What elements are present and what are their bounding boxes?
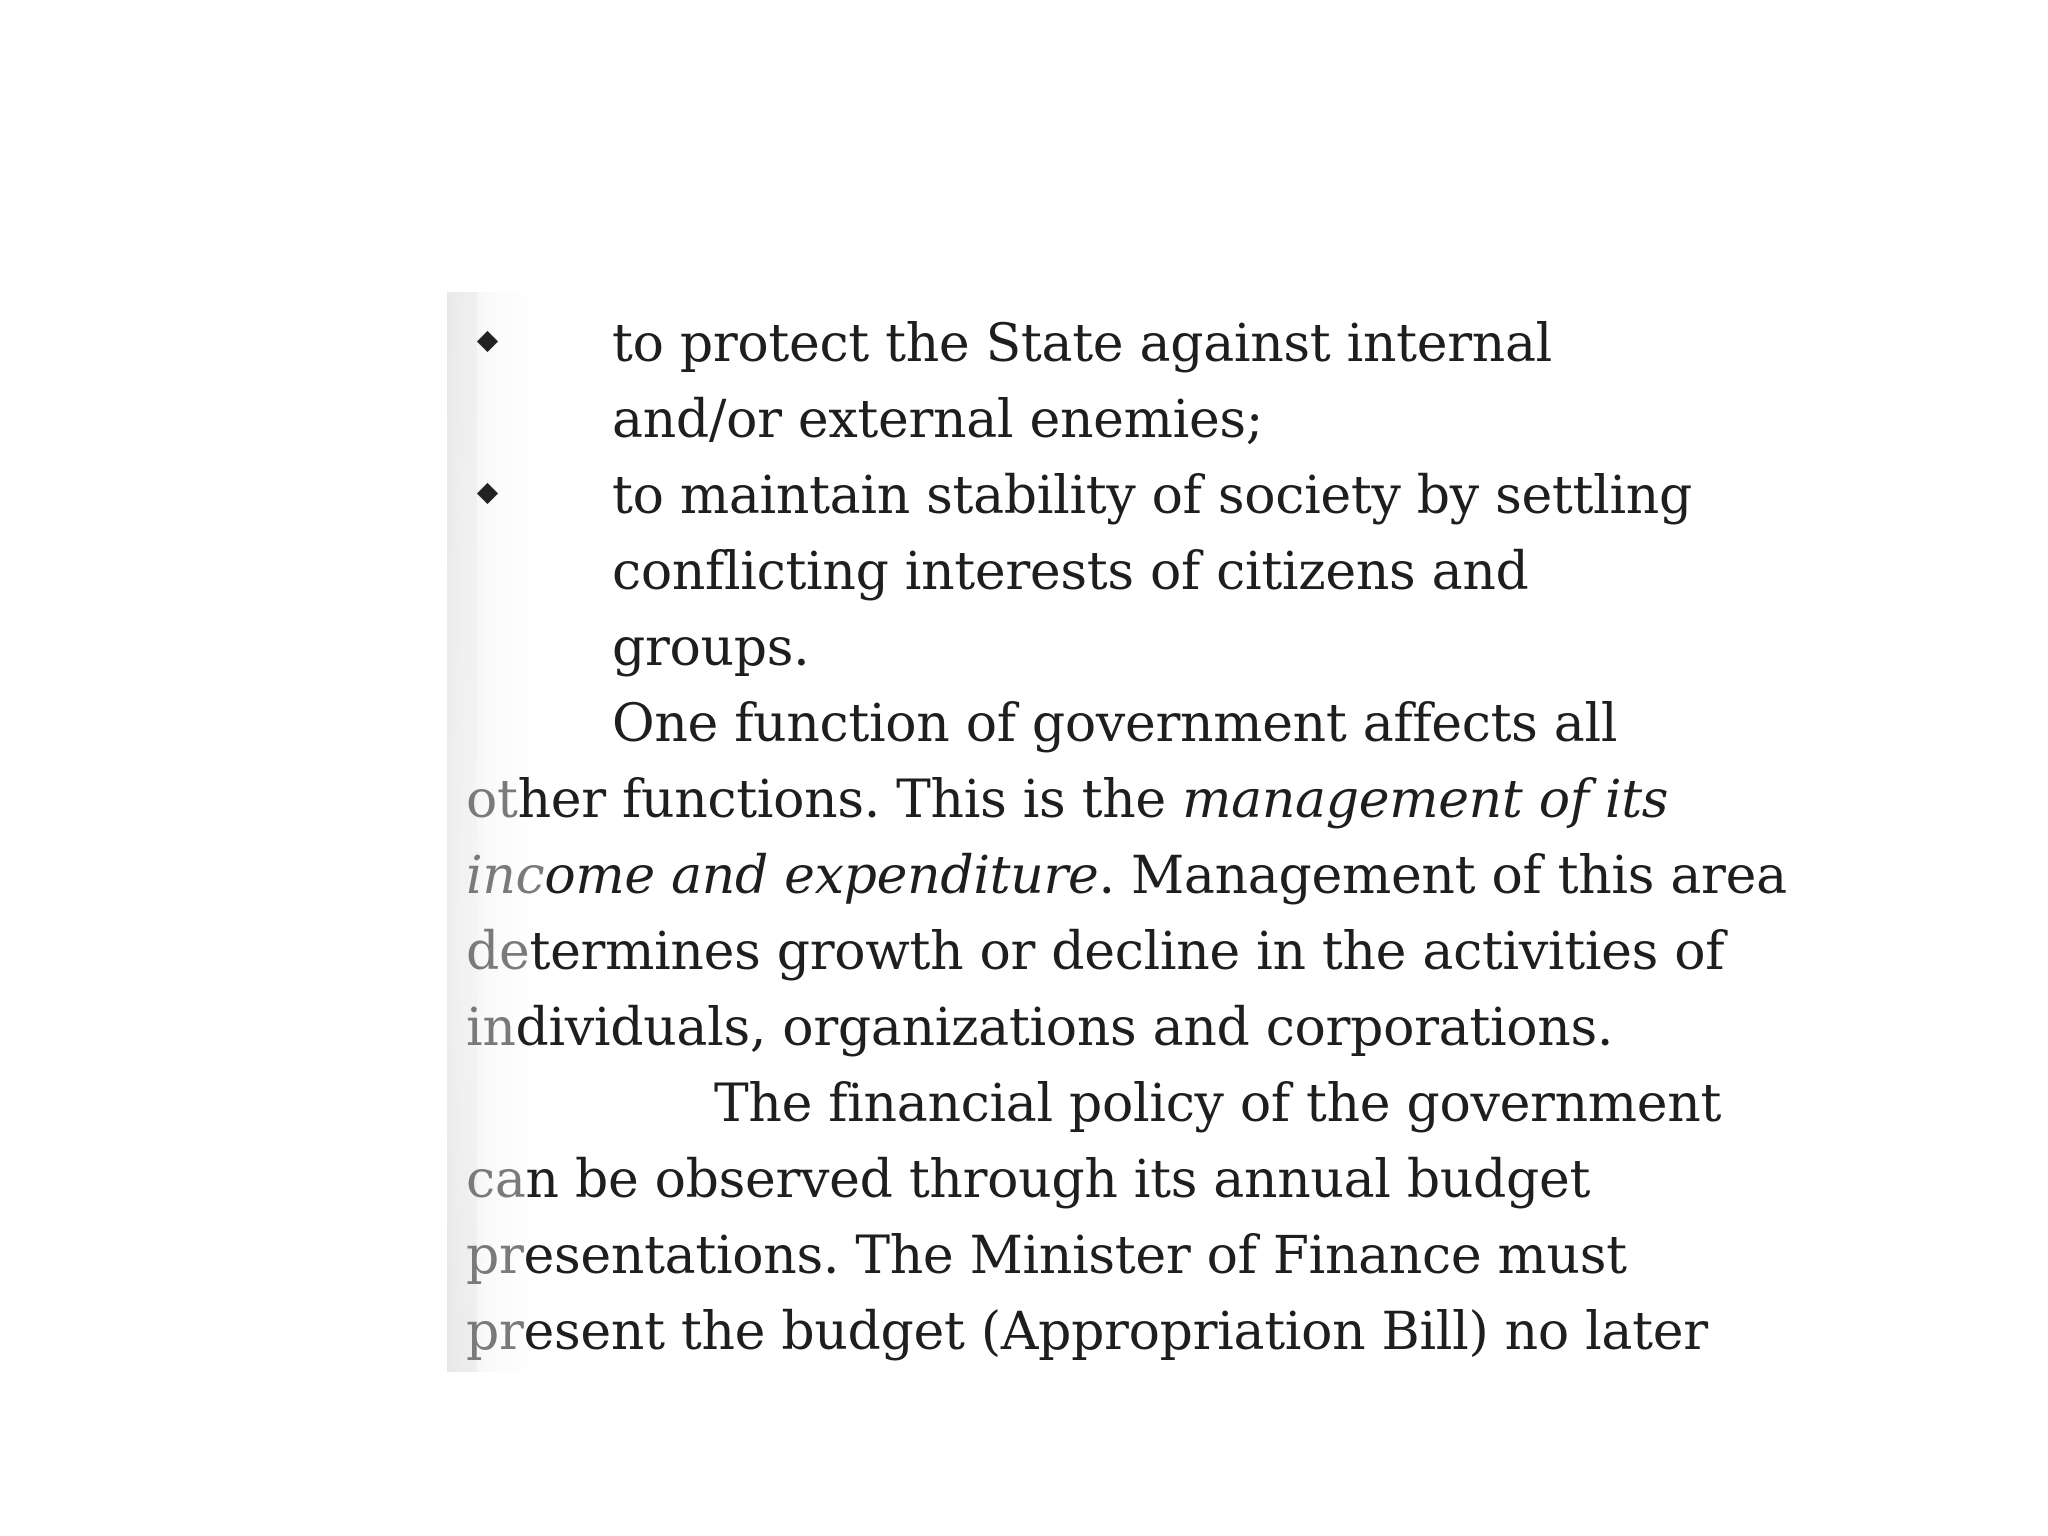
paragraph-1-line-4 [466,914,1766,990]
paragraph-1-line-2 [466,762,1766,838]
paragraph-text-faded: in [466,998,516,1058]
bullet-text: to protect the State against internal [612,314,1553,374]
paragraph-text-faded: de [466,922,530,982]
bullet-text: and/or external enemies; [612,390,1264,450]
bullet-text: groups. [612,618,810,678]
paragraph-text: One function of government affects all [612,694,1618,754]
paragraph-text: esent the budget (Appropriation Bill) no later [523,1302,1708,1362]
bullet-diamond-icon [477,331,498,352]
paragraph-text: . Management of this area [1098,846,1787,906]
paragraph-2-line-3 [466,1218,1766,1294]
paragraph-1-line-1 [466,686,1766,762]
paragraph-text-faded: pr [466,1226,524,1286]
paragraph-text: n be observed through its annual budget [525,1150,1591,1210]
bullet-item-1-line-2 [466,382,1766,458]
paragraph-text: dividuals, organizations and corporations. [515,998,1614,1058]
bullet-item-2-line-2 [466,534,1766,610]
paragraph-text-italic: ome and expenditure [544,846,1099,906]
document-text [466,306,1787,1370]
bullet-text: conflicting interests of citizens and [612,542,1529,602]
paragraph-text: termines growth or decline in the activities of [529,922,1725,982]
paragraph-text-faded: ot [466,770,518,830]
bullet-item-2-line-1 [466,458,1766,534]
paragraph-2-line-4 [466,1294,1766,1370]
paragraph-text: her functions. This is the [517,770,1183,830]
paragraph-text-italic-faded: inc [466,846,545,906]
paragraph-text: esentations. The Minister of Finance must [523,1226,1627,1286]
paragraph-1-line-3 [466,838,1787,914]
bullet-text: to maintain stability of society by settling [612,466,1692,526]
paragraph-text-faded: ca [466,1150,526,1210]
bullet-item-2-line-3 [466,610,1766,686]
bullet-diamond-icon [477,483,498,504]
paragraph-text: The financial policy of the government [714,1074,1722,1134]
paragraph-2-line-2 [466,1142,1766,1218]
bullet-item-1-line-1 [466,306,1766,382]
paragraph-text-italic: management of its [1182,770,1669,830]
paragraph-text-faded: pr [466,1302,524,1362]
paragraph-2-line-1 [466,1066,1766,1142]
paragraph-1-line-5 [466,990,1766,1066]
